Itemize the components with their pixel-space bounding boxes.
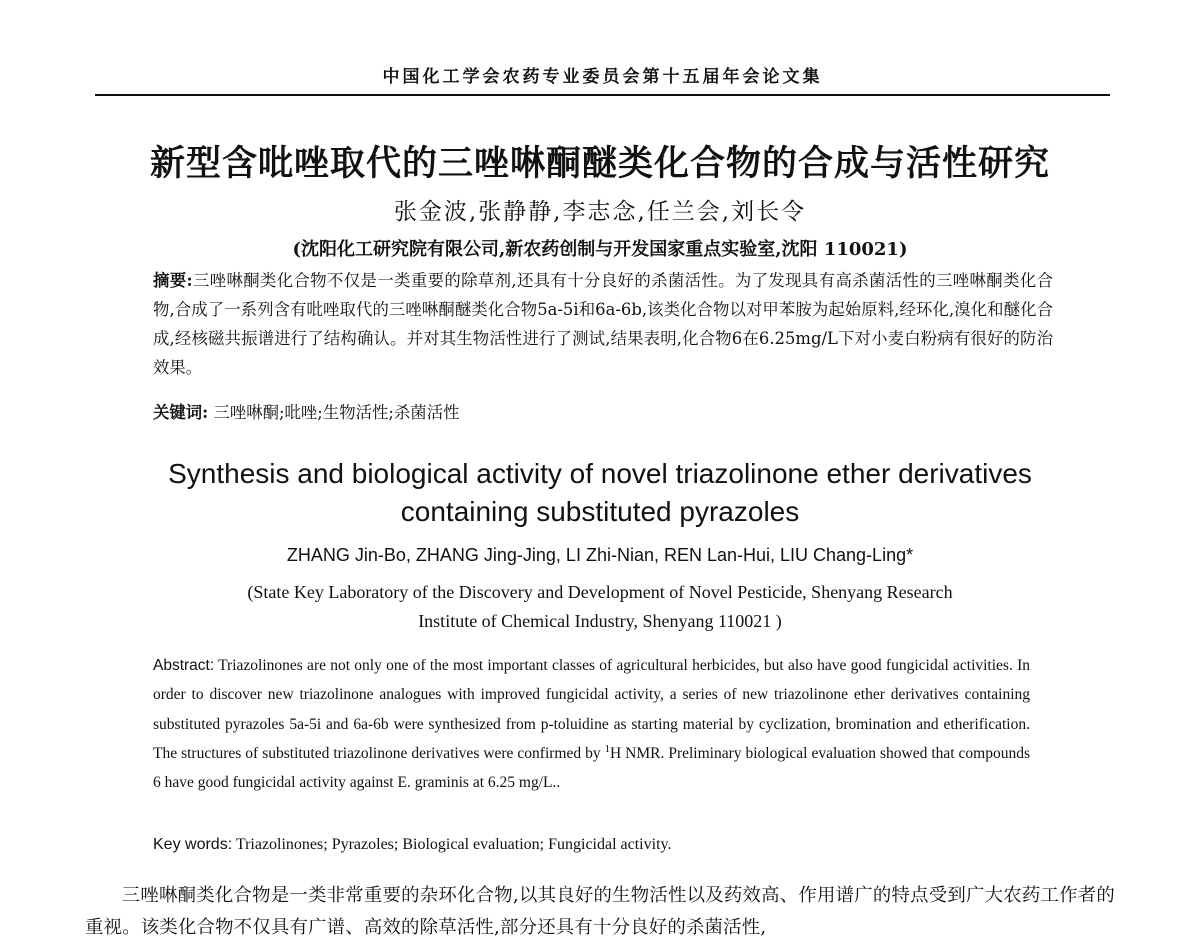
en-keywords-text: Triazolinones; Pyrazoles; Biological evaluation; Fungicidal activity. xyxy=(232,836,672,853)
en-authors: ZHANG Jin-Bo, ZHANG Jing-Jing, LI Zhi-Nian, REN Lan-Hui, LIU Chang-Ling* xyxy=(286,545,914,565)
en-abstract-text-part-1: Triazolinones are not only one of the most important classes of agricultural herbicides, but also have good fungicidal activities. In order to discover new triazolinone analogues with improved fungicidal activity, a series of new triazolinone ether derivatives containing substituted pyrazoles 5a-5i and 6a-6b were synthesized from p-toluidine as starting material by cyclization, bromination and etherification. The structures of substituted triazolinone derivatives were confirmed by xyxy=(153,657,1030,762)
en-keywords-label: Key words: xyxy=(153,836,233,853)
en-affiliation-line-1: (State Key Laboratory of the Discovery and Development of Novel Pesticide, Shenyang Research xyxy=(247,582,953,602)
en-title xyxy=(0,455,1200,531)
header-rule xyxy=(95,94,1110,96)
body-paragraph: 三唑啉酮类化合物是一类非常重要的杂环化合物,以其良好的生物活性以及药效高、作用谱广的特点受到广大农药工作者的重视。该类化合物不仅具有广谱、高效的除草活性,部分还具有十分良好的杀菌活性, xyxy=(85,885,1115,938)
en-affiliation-line-2: Institute of Chemical Industry, Shenyang 110021 ) xyxy=(418,611,782,631)
en-abstract-label: Abstract: xyxy=(153,657,215,674)
cn-keywords-label: 关键词: xyxy=(153,403,209,422)
cn-title: 新型含吡唑取代的三唑啉酮醚类化合物的合成与活性研究 xyxy=(149,144,1050,184)
en-keywords xyxy=(153,830,1030,859)
en-abstract xyxy=(153,651,1030,797)
cn-affiliation: (沈阳化工研究院有限公司,新农药创制与开发国家重点实验室,沈阳 110021) xyxy=(292,239,908,260)
cn-abstract xyxy=(153,266,1053,382)
running-header: 中国化工学会农药专业委员会第十五届年会论文集 xyxy=(382,67,823,87)
en-affiliation xyxy=(0,578,1200,636)
en-title-line-1: Synthesis and biological activity of novel triazolinone ether derivatives xyxy=(168,458,1032,489)
cn-abstract-text: 三唑啉酮类化合物不仅是一类重要的除草剂,还具有十分良好的杀菌活性。为了发现具有高杀菌活性的三唑啉酮类化合物,合成了一系列含有吡唑取代的三唑啉酮醚类化合物5a-5i和6a-6b,该类化合物以对甲苯胺为起始原料,经环化,溴化和醚化合成,经核磁共振谱进行了结构确认。并对其生物活性进行了测试,结果表明,化合物6在6.25mg/L下对小麦白粉病有很好的防治效果。 xyxy=(153,271,1053,377)
cn-keywords xyxy=(153,398,1053,427)
en-title-line-2: containing substituted pyrazoles xyxy=(400,496,800,527)
nmr-superscript: 1 xyxy=(604,742,610,755)
cn-keywords-text: 三唑啉酮;吡唑;生物活性;杀菌活性 xyxy=(208,403,460,422)
en-abstract-text-part-2: H NMR. Preliminary biological evaluation showed that compounds 6 have good fungicidal activity against E. graminis at 6.25 mg/L.. xyxy=(153,744,1031,792)
cn-abstract-label: 摘要: xyxy=(153,271,193,290)
cn-authors: 张金波,张静静,李志念,任兰会,刘长令 xyxy=(393,199,807,225)
